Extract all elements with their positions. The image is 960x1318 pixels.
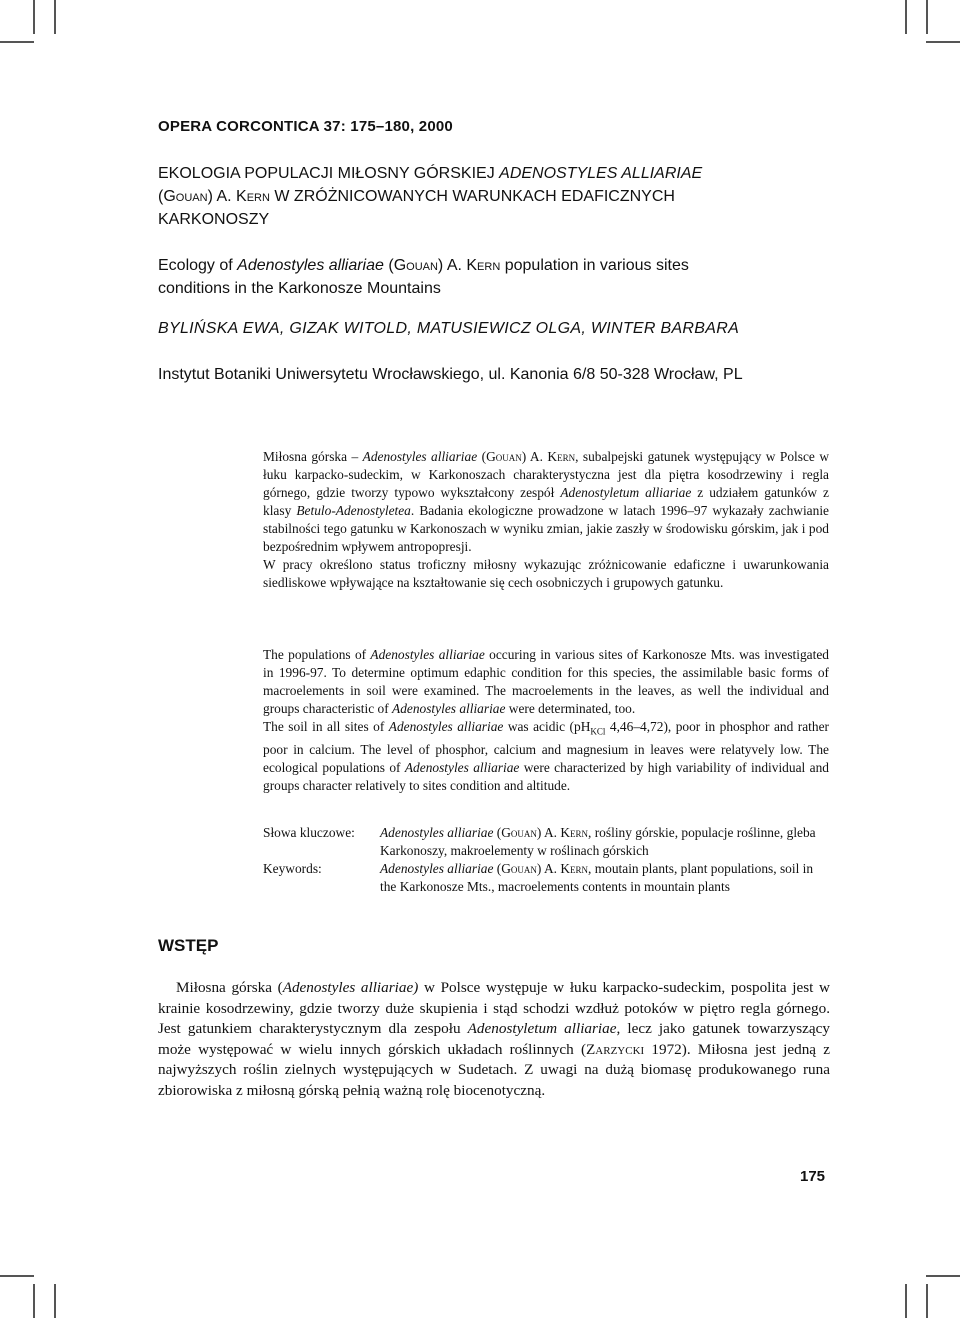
title-polish	[158, 162, 838, 231]
author-name: Kern	[560, 825, 589, 840]
intro-paragraph	[158, 978, 830, 1101]
title-en-text: conditions in the Karkonosze Mountains	[158, 280, 441, 297]
text: , moutain plants, plant populations, soil in the Karkonosze Mts., macroelements contents in mountain plants	[380, 861, 814, 894]
text: w Polsce występuje w łuku karpacko-sudeckim, pospolita jest w krainie kosodrzewiny, gdzie tworzy duże skupienia i stąd schodzi wzdłuż potoków w piętro regla górnego. Jest gatunkiem charakterystycznym dla zespołu	[158, 979, 830, 1037]
text: , lecz jako gatunek towarzyszący może występować w wielu innych górskich układach roślinnych (	[158, 1020, 830, 1058]
crop-mark-tr-v2	[926, 0, 928, 34]
species-name: Adenostyles alliariae	[404, 759, 520, 775]
title-en-text: population in various sites	[500, 257, 689, 274]
title-pl-author: Kern	[236, 188, 270, 205]
species-name: Adenostyles alliariae	[392, 701, 506, 716]
association-name: Adenostyletum alliariae	[560, 485, 692, 500]
abstract-en-paragraph	[263, 718, 829, 795]
text: The soil in all sites of	[263, 719, 389, 734]
keywords-pl-text	[380, 824, 830, 860]
title-en-author: Kern	[466, 257, 501, 274]
crop-mark-bl-h	[0, 1275, 34, 1277]
abstract-english	[263, 646, 829, 795]
text: Miłosna górska (	[176, 979, 283, 996]
title-en-species: Adenostyles alliariae	[237, 257, 384, 274]
journal-reference: OPERA CORCONTICA 37: 175–180, 2000	[158, 118, 453, 135]
text: were determinated, too.	[505, 701, 636, 716]
author-name: Kern	[547, 449, 576, 464]
keywords-pl-label: Słowa kluczowe:	[263, 825, 355, 840]
species-name: Adenostyles alliariae)	[282, 979, 419, 996]
species-name: Adenostyles alliariae	[388, 719, 504, 734]
text: occuring in various sites of Karkonosze Mts. was investigated in 1996-97. To determine optimum edaphic condition for this species, the assimilable basic forms of macroelements in soil were examined. The macroelements in the leaves, as well the individual and groups characteristic of	[263, 647, 829, 716]
crop-mark-bl-v2	[54, 1284, 56, 1318]
crop-mark-br-v2	[926, 1284, 928, 1318]
crop-mark-br-h	[926, 1275, 960, 1277]
subscript: KCl	[590, 726, 606, 737]
title-pl-species: ADENOSTYLES ALLIARIAE	[499, 165, 703, 182]
author-name: Gouan	[501, 825, 537, 840]
species-name: Adenostyles alliariae	[370, 647, 485, 662]
abstract-en-paragraph	[263, 646, 829, 718]
species-name: Adenostyles alliariae	[362, 449, 478, 464]
crop-mark-tl-v2	[33, 0, 35, 34]
title-pl-text: ) A.	[207, 188, 237, 205]
title-en-text: (	[383, 257, 394, 274]
text: ) A.	[536, 861, 561, 876]
text: The populations of	[263, 647, 371, 662]
author-name: Gouan	[501, 861, 537, 876]
text: , subalpejski gatunek występujący w Polsce w łuku karpacko-sudeckim, w Karkonoszach charakterystyczna jest dla piętra kosodrzewiny i regla górnego, gdzie tworzy typowo wykształcony zespół	[263, 449, 829, 500]
title-en-author: Gouan	[393, 257, 438, 274]
crop-mark-br-v	[905, 1284, 907, 1318]
abstract-pl-paragraph	[263, 448, 829, 556]
text: 4,46–4,72), poor in phosphor and rather poor in calcium. The level of phosphor, calcium and magnesium in leaves were relatyvely low. The ecological populations of	[263, 719, 829, 775]
text: was acidic (pH	[503, 719, 591, 734]
section-heading: WSTĘP	[158, 936, 219, 955]
text: were characterized by high variability of individual and groups character relatively to sites condition and altitude.	[263, 759, 829, 793]
keywords-english	[263, 860, 833, 896]
crop-mark-tl-v	[54, 0, 56, 34]
abstract-polish	[263, 448, 829, 592]
text: (	[493, 861, 502, 876]
author-name: Gouan	[486, 449, 522, 464]
text: z udziałem gatunków z klasy	[263, 485, 829, 518]
text: . Badania ekologiczne prowadzone w latach 1996–97 wykazały zachwianie stabilności tego gatunku w Karkonoszach w wyniku zmian, jakie zaszły w środowisku górskim, jak i pod bezpośrednim wpływem antropopresji.	[263, 503, 829, 554]
title-en-text: ) A.	[437, 257, 467, 274]
text: (	[493, 825, 502, 840]
affiliation: Instytut Botaniki Uniwersytetu Wrocławskiego, ul. Kanonia 6/8 50-328 Wrocław, PL	[158, 366, 743, 383]
crop-mark-tr-h	[926, 41, 960, 43]
text: ) A.	[536, 825, 561, 840]
class-name: Betulo-Adenostyletea	[296, 503, 411, 518]
text: Miłosna górska –	[263, 449, 363, 464]
crop-mark-tr-v	[905, 0, 907, 34]
keywords-en-text	[380, 860, 830, 896]
title-pl-text: KARKONOSZY	[158, 211, 270, 228]
text: (	[477, 449, 487, 464]
keywords-polish	[263, 824, 833, 860]
crop-mark-bl-v	[33, 1284, 35, 1318]
title-pl-text: (	[158, 188, 164, 205]
text: , rośliny górskie, populacje roślinne, gleba Karkonoszy, makroelementy w roślinach górskich	[380, 825, 816, 858]
keywords-en-label: Keywords:	[263, 861, 322, 876]
text: 1972). Miłosna jest jedną z najwyższych roślin zielnych występujących w Sudetach. Z uwagi na dużą biomasę produkowanego runa zbiorowiska z miłosną górską pełnią ważną rolę biocenotyczną.	[158, 1040, 830, 1099]
crop-mark-tl-h	[0, 41, 34, 43]
title-english	[158, 254, 838, 300]
authors: BYLIŃSKA EWA, GIZAK WITOLD, MATUSIEWICZ OLGA, WINTER BARBARA	[158, 320, 740, 337]
citation-author: Zarzycki	[586, 1040, 645, 1058]
title-en-text: Ecology of	[158, 257, 238, 274]
author-name: Kern	[560, 861, 589, 876]
title-pl-author: Gouan	[163, 188, 208, 205]
title-pl-text: EKOLOGIA POPULACJI MIŁOSNY GÓRSKIEJ	[158, 165, 500, 182]
title-pl-text: W ZRÓŻNICOWANYCH WARUNKACH EDAFICZNYCH	[269, 188, 675, 205]
species-name: Adenostyles alliariae	[380, 825, 494, 840]
keywords-block	[263, 824, 833, 896]
abstract-pl-paragraph: W pracy określono status troficzny miłosny wykazując zróżnicowanie edaficzne i uwarunkowania siedliskowe wpływające na kształtowanie się cech osobniczych i grupowych gatunku.	[263, 557, 829, 590]
species-name: Adenostyles alliariae	[380, 861, 494, 876]
text: ) A.	[521, 449, 548, 464]
intro-text	[158, 978, 830, 1101]
association-name: Adenostyletum alliariae	[467, 1020, 617, 1037]
page-number: 175	[800, 1168, 826, 1185]
